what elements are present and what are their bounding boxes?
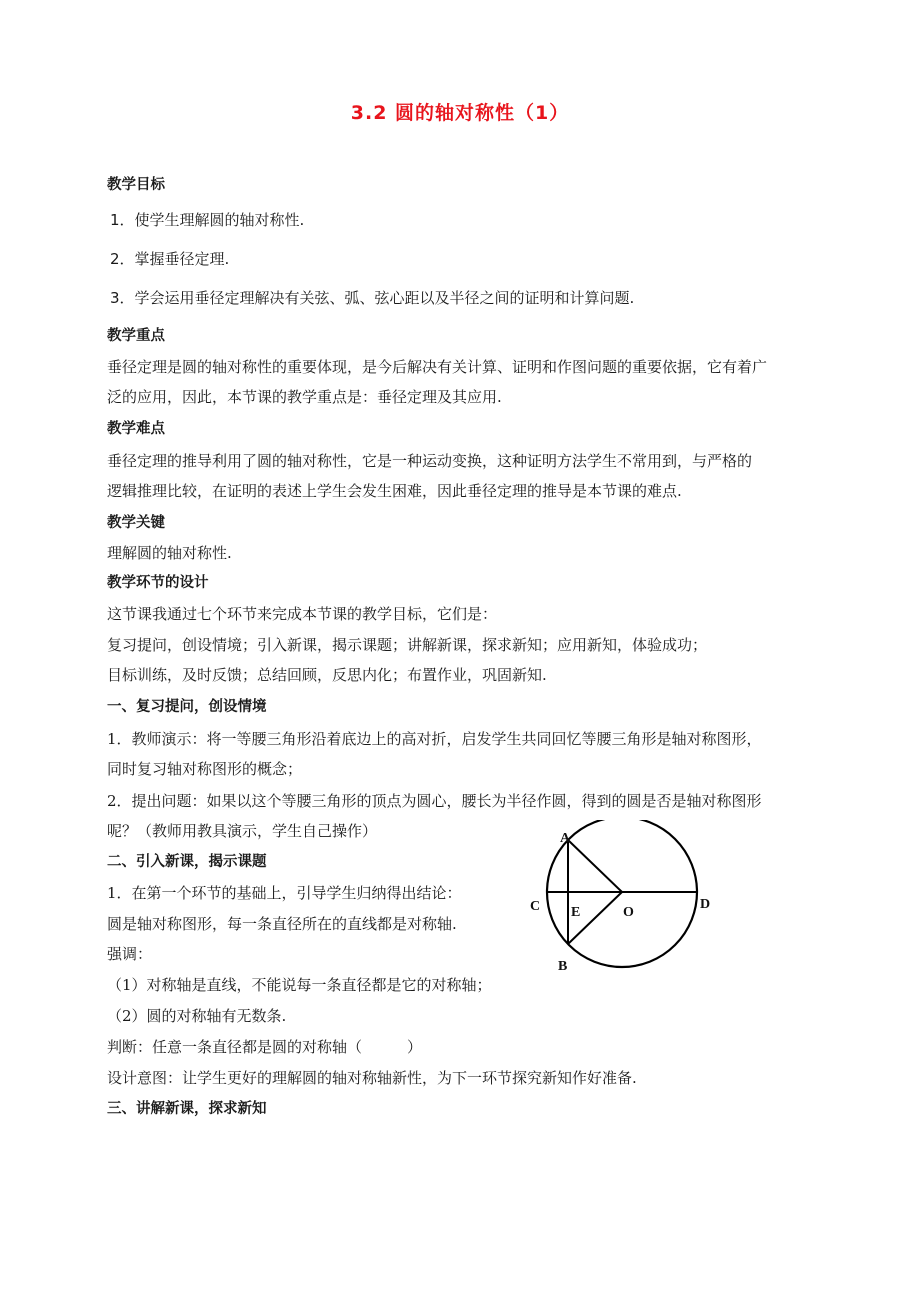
- circle-diagram: [520, 820, 720, 980]
- design-heading: 教学环节的设计: [107, 575, 209, 591]
- part1-heading: 一、复习提问，创设情境: [107, 699, 267, 715]
- design-text-line-3: 目标训练，及时反馈；总结回顾，反思内化；布置作业，巩固新知.: [107, 666, 547, 684]
- part2-text-line-4: （1）对称轴是直线，不能说每一条直径都是它的对称轴；: [107, 976, 492, 994]
- goal-item-3: 3．学会运用垂径定理解决有关弦、弧、弦心距以及半径之间的证明和计算问题.: [110, 289, 635, 307]
- label-a: A: [560, 831, 571, 846]
- key-text-line-2: 泛的应用，因此，本节课的教学重点是：垂径定理及其应用.: [107, 388, 502, 406]
- crux-heading: 教学关键: [107, 515, 165, 531]
- part2-text-line-7: 设计意图：让学生更好的理解圆的轴对称轴新性，为下一环节探究新知作好准备.: [107, 1069, 637, 1087]
- part3-heading: 三、讲解新课，探求新知: [107, 1101, 267, 1117]
- label-b: B: [558, 959, 568, 974]
- goal-item-2: 2．掌握垂径定理.: [110, 250, 230, 268]
- difficulty-text-line-1: 垂径定理的推导利用了圆的轴对称性，它是一种运动变换，这种证明方法学生不常用到，与严格的: [107, 452, 753, 470]
- part2-text-line-5: （2）圆的对称轴有无数条.: [107, 1007, 287, 1025]
- key-text-line-1: 垂径定理是圆的轴对称性的重要体现，是今后解决有关计算、证明和作图问题的重要依据，它有着广: [107, 358, 768, 376]
- label-e: E: [571, 905, 581, 920]
- part1-text-line-1: 1．教师演示：将一等腰三角形沿着底边上的高对折，启发学生共同回忆等腰三角形是轴对称图形，: [107, 730, 762, 748]
- part2-text-line-1: 1．在第一个环节的基础上，引导学生归纳得出结论：: [107, 884, 462, 902]
- key-heading: 教学重点: [107, 328, 165, 344]
- design-text-line-2: 复习提问，创设情境；引入新课，揭示课题；讲解新课，探求新知；应用新知，体验成功；: [107, 636, 708, 654]
- design-text-line-1: 这节课我通过七个环节来完成本节课的教学目标，它们是：: [107, 605, 498, 623]
- part2-text-line-3: 强调：: [107, 945, 153, 963]
- goal-item-1: 1．使学生理解圆的轴对称性.: [110, 211, 305, 229]
- radius-oa: [568, 840, 622, 892]
- page-title: 3.2 圆的轴对称性（1）: [350, 102, 570, 124]
- part1-text-line-4: 呢？（教师用教具演示，学生自己操作）: [107, 822, 378, 840]
- difficulty-text-line-2: 逻辑推理比较，在证明的表述上学生会发生困难，因此垂径定理的推导是本节课的难点.: [107, 482, 682, 500]
- label-d: D: [700, 897, 711, 912]
- label-o: O: [623, 905, 634, 920]
- part1-text-line-3: 2．提出问题：如果以这个等腰三角形的顶点为圆心，腰长为半径作圆，得到的圆是否是轴对称图形: [107, 792, 762, 810]
- difficulty-heading: 教学难点: [107, 421, 165, 437]
- label-c: C: [530, 899, 541, 914]
- part2-text-line-2: 圆是轴对称图形，每一条直径所在的直线都是对称轴.: [107, 915, 457, 933]
- crux-text: 理解圆的轴对称性.: [107, 544, 232, 562]
- goals-heading: 教学目标: [107, 177, 165, 193]
- part1-text-line-2: 同时复习轴对称图形的概念；: [107, 760, 303, 778]
- part2-text-line-6: 判断：任意一条直径都是圆的对称轴（ ）: [107, 1038, 423, 1056]
- part2-heading: 二、引入新课，揭示课题: [107, 854, 267, 870]
